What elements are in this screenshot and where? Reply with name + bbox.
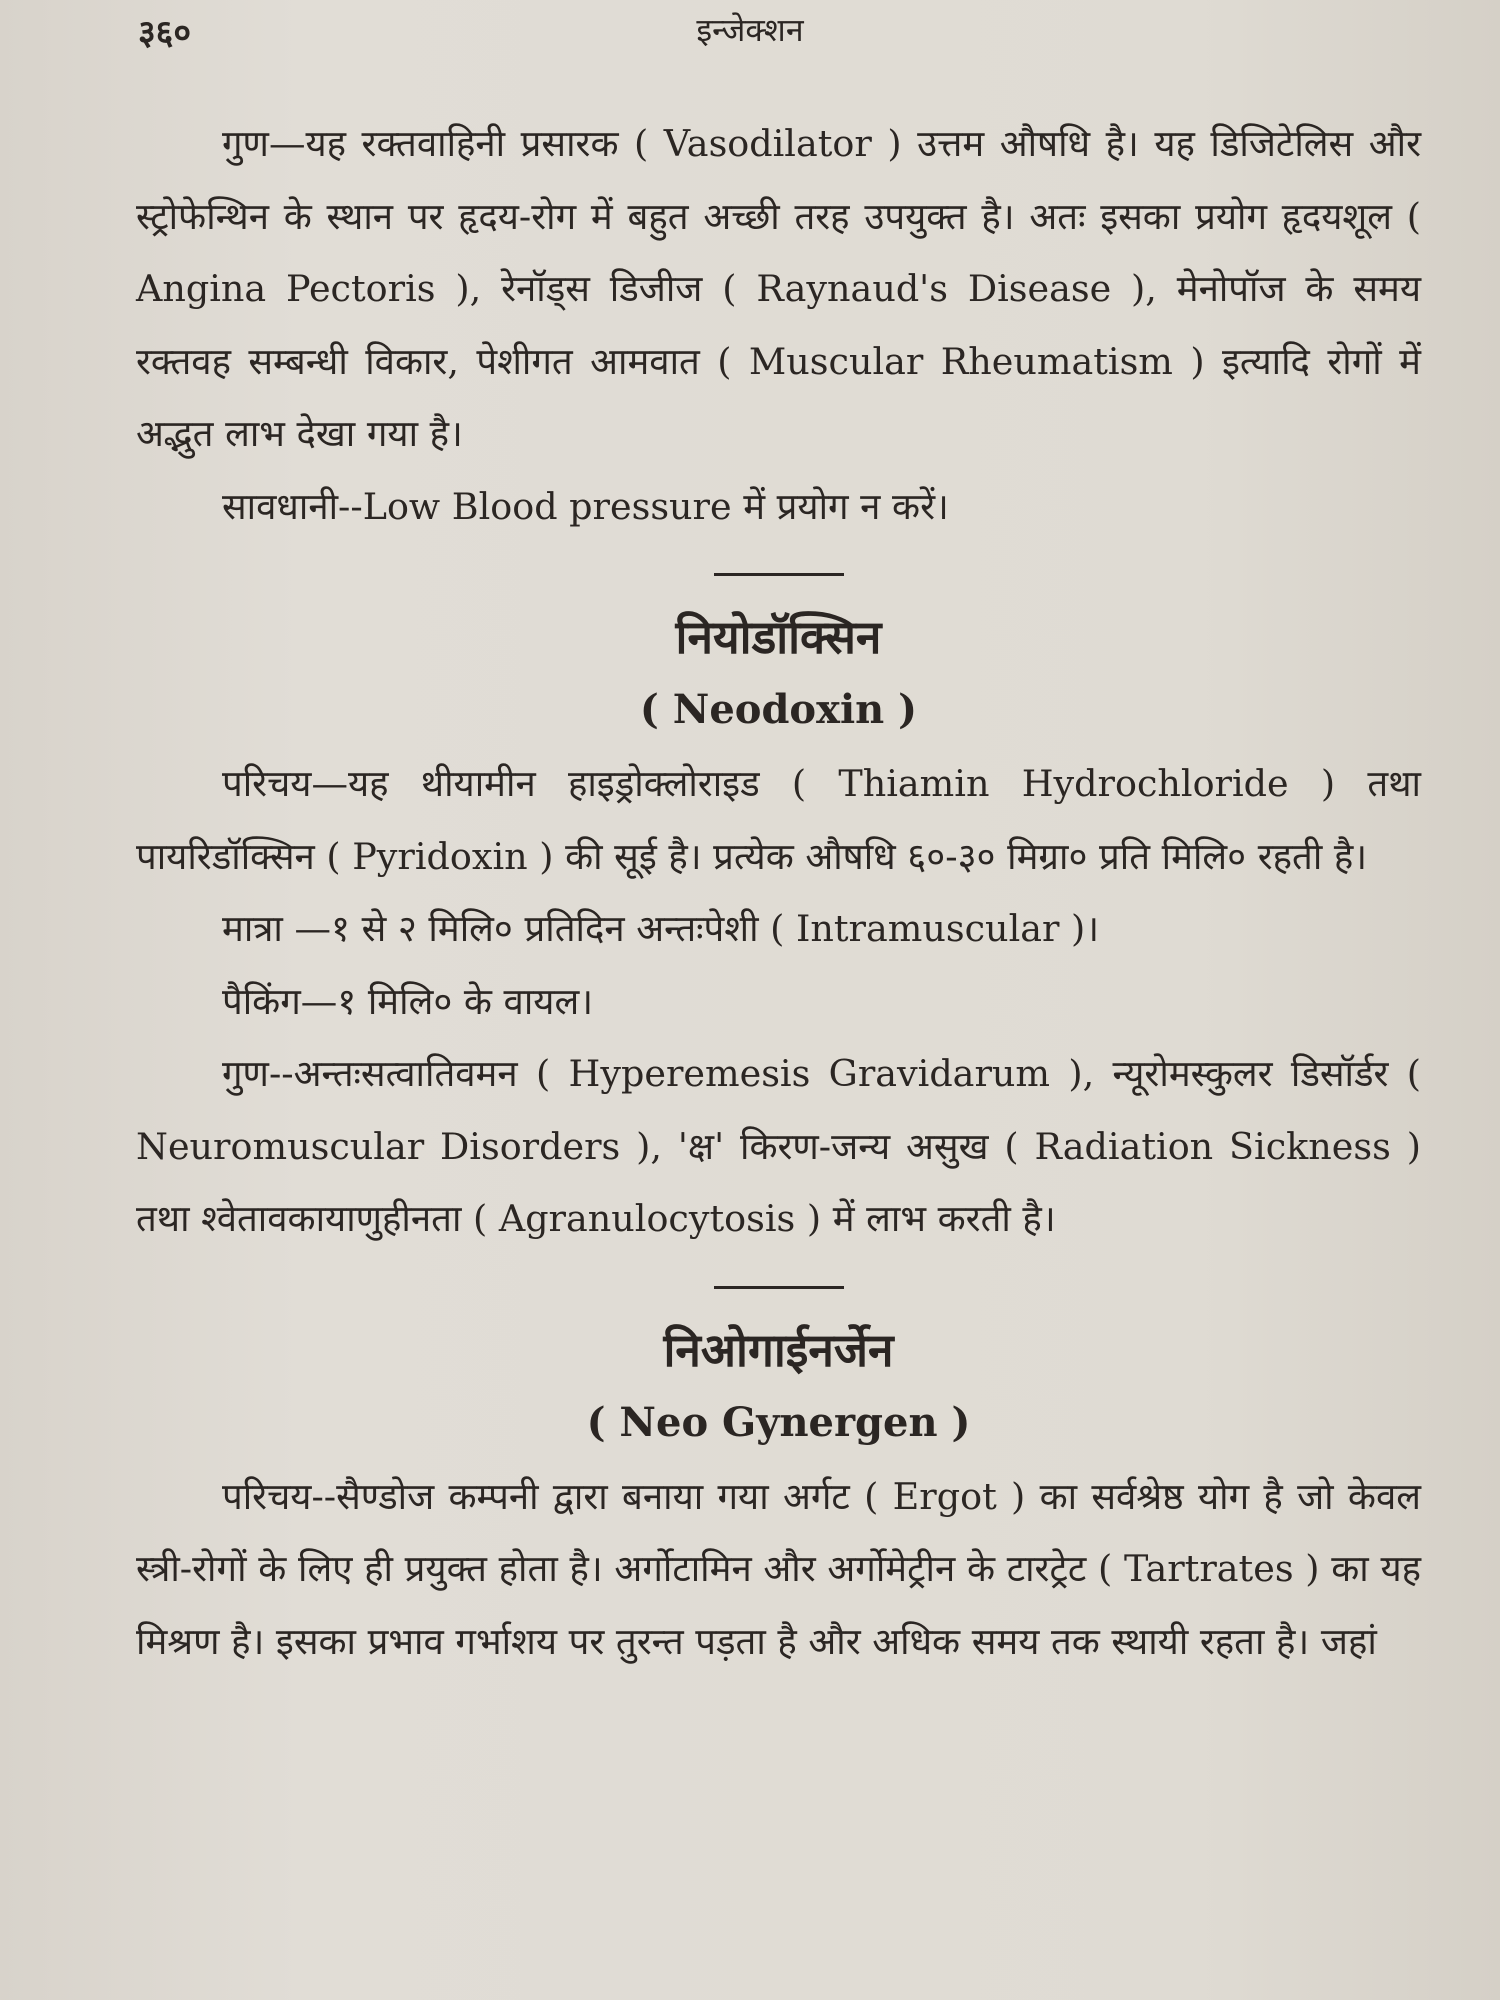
neodoxin-properties: गुण--अन्तःसत्वातिवमन ( Hyperemesis Gravidarum ), न्यूरोमस्कुलर डिसॉर्डर ( Neuromuscular Disorders ), 'क्ष' किरण-जन्य असुख ( Radiation Sickness ) तथा श्वेतावकायाणुहीनता ( Agranulocytosis ) में लाभ करती है।: [136, 1052, 1421, 1240]
caution-paragraph: सावधानी--Low Blood pressure में प्रयोग न करें।: [222, 484, 949, 528]
neodoxin-dosage: मात्रा —१ से २ मिलि० प्रतिदिन अन्तःपेशी ( Intramuscular )।: [222, 907, 1100, 950]
page-content: [136, 108, 1421, 1678]
neodoxin-title-english: ( Neodoxin ): [639, 686, 918, 733]
neodoxin-packing: पैकिंग—१ मिलि० के वायल।: [222, 979, 594, 1023]
section-divider: [714, 1286, 844, 1289]
neo-gynergen-title-hindi: निओगाईनर्जेन: [663, 1322, 894, 1377]
properties-paragraph: गुण—यह रक्तवाहिनी प्रसारक ( Vasodilator ) उत्तम औषधि है। यह डिजिटेलिस और स्ट्रोफेन्थिन के स्थान पर हृदय-रोग में बहुत अच्छी तरह उपयुक्त है। अतः इसका प्रयोग हृदयशूल ( Angina Pectoris ), रेनॉड्स डिजीज ( Raynaud's Disease ), मेनोपॉज के समय रक्तवह सम्बन्धी विकार, पेशीगत आमवात ( Muscular Rheumatism ) इत्यादि रोगों में अद्भुत लाभ देखा गया है।: [136, 122, 1421, 455]
section-divider: [714, 573, 844, 576]
neo-gynergen-title-english: ( Neo Gynergen ): [586, 1398, 971, 1446]
neo-gynergen-introduction: परिचय--सैण्डोज कम्पनी द्वारा बनाया गया अर्गट ( Ergot ) का सर्वश्रेष्ठ योग है जो केवल स्त्री-रोगों के लिए ही प्रयुक्त होता है। अर्गोटामिन और अर्गोमेट्रीन के टारट्रेट ( Tartrates ) का यह मिश्रण है। इसका प्रभाव गर्भाशय पर तुरन्त पड़ता है और अधिक समय तक स्थायी रहता है। जहां: [136, 1474, 1421, 1663]
neodoxin-title-hindi: नियोडॉक्सिन: [675, 610, 882, 664]
neodoxin-introduction: परिचय—यह थीयामीन हाइड्रोक्लोराइड ( Thiamin Hydrochloride ) तथा पायरिडॉक्सिन ( Pyridoxin ) की सूई है। प्रत्येक औषधि ६०-३० मिग्रा० प्रति मिलि० रहती है।: [136, 762, 1421, 878]
running-head: इन्जेक्शन: [696, 11, 804, 49]
page-header: [0, 8, 1500, 60]
page-number: ३६०: [138, 13, 192, 53]
